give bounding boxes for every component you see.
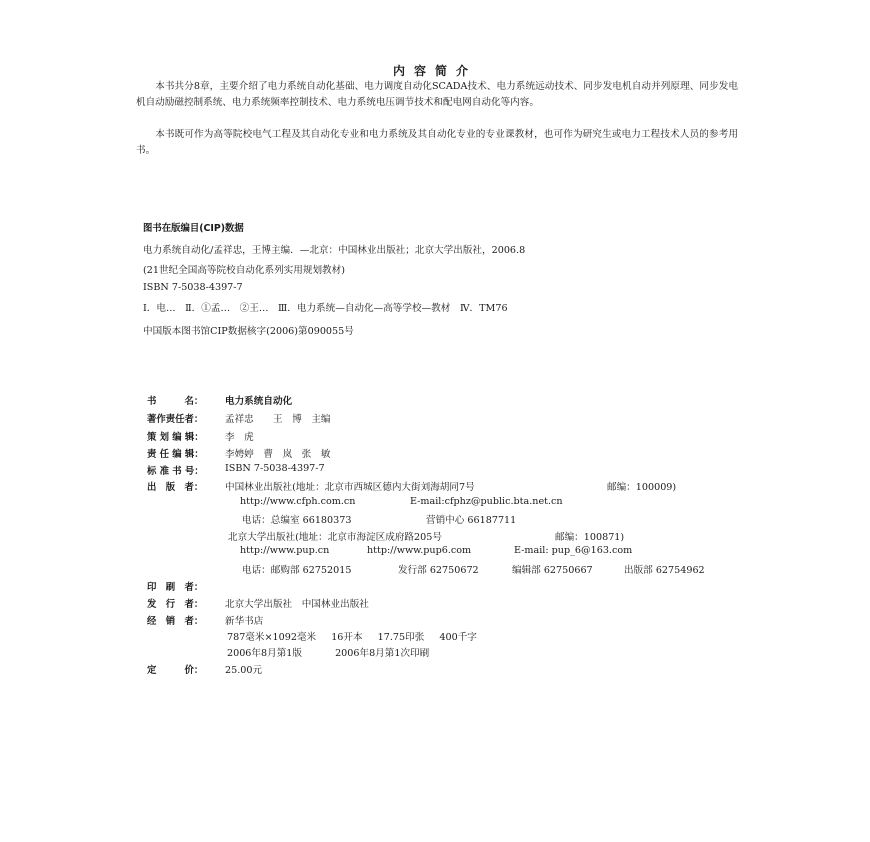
- publisher-2-phone-1: 电话：邮购部 62752015: [242, 565, 352, 576]
- publisher-2-phone-4: 出版部 62754962: [624, 565, 705, 576]
- cip-heading: 图书在版编目(CIP)数据: [143, 223, 244, 234]
- publisher-label: 出 版 者：: [147, 482, 204, 493]
- isbn: ISBN 7-5038-4397-7: [225, 463, 325, 474]
- planner-row: [147, 429, 254, 443]
- cip-line-5: 中国版本图书馆CIP数据核字(2006)第090055号: [143, 326, 354, 337]
- publisher-2-website-2: http://www.pup6.com: [367, 545, 472, 556]
- publisher-2-website-1: http://www.pup.cn: [240, 545, 330, 556]
- authors: 孟祥忠 王 博 主编: [225, 414, 331, 425]
- book-name-row: [147, 393, 292, 407]
- cip-line-2: (21世纪全国高等院校自动化系列实用规划教材): [143, 265, 345, 276]
- edition: 2006年8月第1版: [227, 648, 302, 659]
- editors: 李娉婷 曹 岚 张 敏: [225, 449, 331, 460]
- publisher-1-website: http://www.cfph.com.cn: [240, 496, 356, 507]
- publisher-2-phone-2: 发行部 62750672: [398, 565, 479, 576]
- publisher-2-address: 北京大学出版社(地址：北京市海淀区成府路205号: [228, 532, 442, 543]
- printer-row: [147, 579, 225, 593]
- editor-label: 责 任 编 辑：: [147, 449, 204, 460]
- isbn-row: [147, 463, 325, 477]
- book-name: 电力系统自动化: [225, 396, 293, 407]
- distributor-label: 发 行 者：: [147, 599, 204, 610]
- distributor: 北京大学出版社 中国林业出版社: [225, 599, 369, 610]
- publisher-2-email: E-mail: pup_6@163.com: [514, 545, 633, 556]
- publisher-1-postcode: 邮编：100009): [607, 482, 677, 493]
- printer-label: 印 刷 者：: [147, 582, 204, 593]
- planner: 李 虎: [225, 432, 254, 443]
- author-row: [147, 411, 331, 425]
- summary-paragraph-2: 本书既可作为高等院校电气工程及其自动化专业和电力系统及其自动化专业的专业课教材，也可作为研究生或电力工程技术人员的参考用书。: [136, 129, 738, 156]
- price: 25.00元: [225, 665, 263, 676]
- cip-line-3: ISBN 7-5038-4397-7: [143, 282, 243, 293]
- spec-row: [227, 629, 489, 643]
- seller-label: 经 销 者：: [147, 616, 204, 627]
- cip-line-1: 电力系统自动化/孟祥忠，王博主编．—北京：中国林业出版社；北京大学出版社，2006.8: [143, 245, 526, 256]
- publisher-1-email: E-mail:cfphz@public.bta.net.cn: [410, 496, 563, 507]
- planner-label: 策 划 编 辑：: [147, 432, 204, 443]
- summary-paragraph-1: 本书共分8章，主要介绍了电力系统自动化基础、电力调度自动化SCADA技术、电力系统远动技术、同步发电机自动并列原理、同步发电机自动励磁控制系统、电力系统频率控制技术、电力系统电压调节技术和配电网自动化等内容。: [136, 81, 738, 108]
- summary-title: 内容简介: [392, 64, 477, 78]
- spec-sheets: 17.75印张: [377, 632, 425, 643]
- distributor-row: [147, 596, 369, 610]
- editor-row: [147, 446, 331, 460]
- edition-row: [227, 645, 441, 659]
- cip-line-4: Ⅰ．电… Ⅱ．①孟… ②王… Ⅲ．电力系统—自动化—高等学校—教材 Ⅳ．TM76: [143, 303, 508, 314]
- spec-format: 16开本: [331, 632, 363, 643]
- price-label: 定 价：: [147, 665, 204, 676]
- publisher-1-address: 中国林业出版社(地址：北京市西城区德内大街刘海胡同7号: [225, 482, 475, 493]
- book-name-label: 书 名：: [147, 396, 204, 407]
- publisher-2-postcode: 邮编：100871): [555, 532, 625, 543]
- seller-row: [147, 613, 263, 627]
- author-label: 著作责任者：: [147, 414, 204, 425]
- spec-size: 787毫米×1092毫米: [227, 632, 317, 643]
- publisher-2-phone-3: 编辑部 62750667: [512, 565, 593, 576]
- publisher-1-phone-2: 营销中心 66187711: [426, 515, 517, 526]
- seller: 新华书店: [225, 616, 264, 627]
- publisher-row: [147, 479, 475, 493]
- price-row: [147, 662, 262, 676]
- publisher-1-phone-1: 电话：总编室 66180373: [242, 515, 352, 526]
- isbn-label: 标 准 书 号：: [147, 466, 204, 477]
- spec-words: 400千字: [439, 632, 477, 643]
- printing: 2006年8月第1次印刷: [335, 648, 430, 659]
